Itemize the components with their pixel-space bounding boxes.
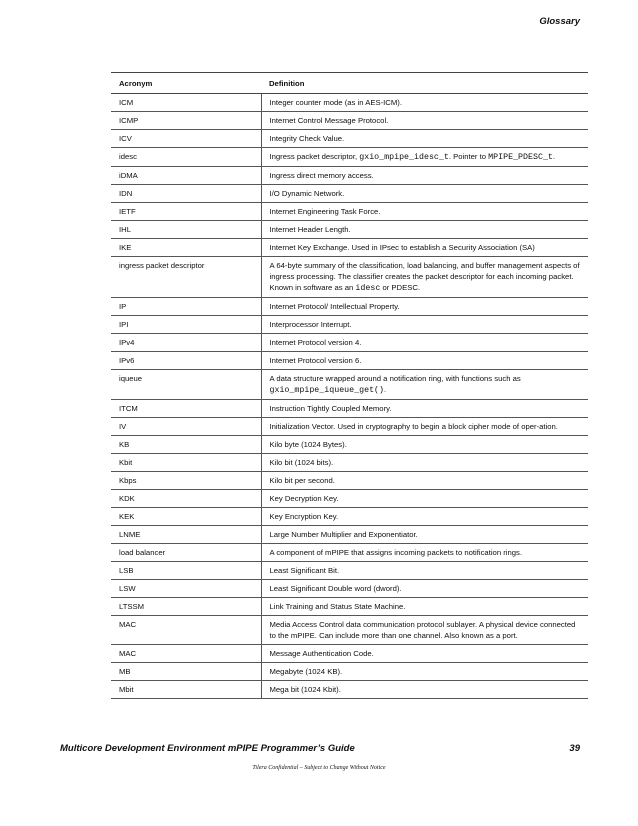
acronym-cell xyxy=(111,663,261,681)
acronym-text: ingress packet descriptor xyxy=(119,261,205,270)
table-row xyxy=(111,239,588,257)
definition-text: Initialization Vector. Used in cryptography to begin a block cipher mode of oper-ation. xyxy=(269,422,558,431)
definition-cell xyxy=(261,645,588,663)
acronym-cell xyxy=(111,185,261,203)
acronym-cell xyxy=(111,454,261,472)
acronym-cell xyxy=(111,436,261,454)
table-row xyxy=(111,370,588,400)
acronym-cell xyxy=(111,645,261,663)
definition-cell xyxy=(261,221,588,239)
acronym-text: IDN xyxy=(119,189,133,198)
definition-text: Key Decryption Key. xyxy=(269,494,339,503)
acronym-cell xyxy=(111,112,261,130)
acronym-cell xyxy=(111,544,261,562)
definition-cell xyxy=(261,298,588,316)
acronym-cell xyxy=(111,148,261,167)
running-header: Glossary xyxy=(539,16,580,27)
definition-cell xyxy=(261,316,588,334)
definition-cell xyxy=(261,526,588,544)
table-row xyxy=(111,490,588,508)
definition-text: A data structure wrapped around a notification ring, with functions such as xyxy=(269,374,521,383)
definition-text: Integrity Check Value. xyxy=(269,134,345,143)
definition-text: Mega bit (1024 Kbit). xyxy=(269,685,341,694)
definition-text: or PDESC. xyxy=(380,283,421,292)
acronym-cell xyxy=(111,94,261,112)
acronym-text: IPI xyxy=(119,320,129,329)
glossary-table xyxy=(111,72,588,699)
acronym-text: IKE xyxy=(119,243,132,252)
definition-cell xyxy=(261,472,588,490)
definition-text: Link Training and Status State Machine. xyxy=(269,602,406,611)
acronym-cell xyxy=(111,418,261,436)
acronym-cell xyxy=(111,239,261,257)
acronym-text: IPv4 xyxy=(119,338,135,347)
acronym-text: LSB xyxy=(119,566,134,575)
table-row xyxy=(111,257,588,298)
acronym-text: LTSSM xyxy=(119,602,145,611)
acronym-cell xyxy=(111,370,261,400)
glossary-body xyxy=(111,94,588,699)
acronym-text: IPv6 xyxy=(119,356,135,365)
acronym-cell xyxy=(111,490,261,508)
definition-cell xyxy=(261,257,588,298)
table-row xyxy=(111,418,588,436)
acronym-cell xyxy=(111,580,261,598)
table-row xyxy=(111,598,588,616)
code-identifier: MPIPE_PDESC_t xyxy=(488,153,553,162)
definition-text: Integer counter mode (as in AES-ICM). xyxy=(269,98,402,107)
acronym-cell xyxy=(111,472,261,490)
table-row xyxy=(111,334,588,352)
acronym-text: ICMP xyxy=(119,116,139,125)
acronym-text: KB xyxy=(119,440,130,449)
acronym-text: KDK xyxy=(119,494,135,503)
acronym-text: MB xyxy=(119,667,131,676)
definition-cell xyxy=(261,370,588,400)
table-header-row xyxy=(111,73,588,94)
acronym-text: KEK xyxy=(119,512,135,521)
definition-cell xyxy=(261,203,588,221)
definition-text: Kilo bit per second. xyxy=(269,476,335,485)
definition-cell xyxy=(261,436,588,454)
definition-cell xyxy=(261,400,588,418)
table-row xyxy=(111,681,588,699)
code-identifier: gxio_mpipe_iqueue_get() xyxy=(269,386,385,395)
acronym-cell xyxy=(111,130,261,148)
definition-text: Internet Control Message Protocol. xyxy=(269,116,389,125)
acronym-text: iDMA xyxy=(119,171,138,180)
definition-cell xyxy=(261,334,588,352)
definition-text: Large Number Multiplier and Exponentiator. xyxy=(269,530,418,539)
acronym-cell xyxy=(111,562,261,580)
definition-text: . xyxy=(384,385,387,394)
table-row xyxy=(111,400,588,418)
table-row xyxy=(111,508,588,526)
definition-cell xyxy=(261,562,588,580)
acronym-text: IV xyxy=(119,422,127,431)
definition-text: Message Authentication Code. xyxy=(269,649,374,658)
acronym-cell xyxy=(111,257,261,298)
definition-text: Least Significant Double word (dword). xyxy=(269,584,402,593)
definition-cell xyxy=(261,454,588,472)
acronym-text: ICV xyxy=(119,134,132,143)
definition-cell xyxy=(261,112,588,130)
acronym-text: Mbit xyxy=(119,685,134,694)
definition-cell xyxy=(261,663,588,681)
definition-text: Kilo bit (1024 bits). xyxy=(269,458,334,467)
definition-cell xyxy=(261,544,588,562)
acronym-cell xyxy=(111,598,261,616)
acronym-cell xyxy=(111,526,261,544)
definition-text: Media Access Control data communication protocol sublayer. A physical device connected to the mPIPE. Can include more than one channel. Also known as a port. xyxy=(269,620,576,640)
table-row xyxy=(111,148,588,167)
definition-text: Key Encryption Key. xyxy=(269,512,339,521)
acronym-text: IP xyxy=(119,302,127,311)
table-row xyxy=(111,185,588,203)
acronym-text: Kbps xyxy=(119,476,137,485)
table-row xyxy=(111,436,588,454)
table-row xyxy=(111,544,588,562)
table-row xyxy=(111,526,588,544)
definition-text: Internet Protocol version 6. xyxy=(269,356,362,365)
acronym-cell xyxy=(111,316,261,334)
definition-text: A component of mPIPE that assigns incoming packets to notification rings. xyxy=(269,548,523,557)
definition-cell xyxy=(261,616,588,645)
definition-text: Internet Protocol/ Intellectual Property. xyxy=(269,302,400,311)
table-row xyxy=(111,454,588,472)
table-row xyxy=(111,645,588,663)
table-row xyxy=(111,316,588,334)
definition-text: A 64-byte summary of the classification, load balancing, and buffer management aspects of ingress processing. The classifier creates the packet descriptor for each incoming packet. Known in software as an xyxy=(269,261,580,292)
definition-text: Internet Header Length. xyxy=(269,225,351,234)
table-row xyxy=(111,298,588,316)
acronym-text: iqueue xyxy=(119,374,143,383)
table-row xyxy=(111,663,588,681)
table-row xyxy=(111,221,588,239)
column-header-acronym: Acronym xyxy=(111,73,261,94)
acronym-cell xyxy=(111,203,261,221)
definition-cell xyxy=(261,681,588,699)
definition-text: Internet Protocol version 4. xyxy=(269,338,362,347)
table-row xyxy=(111,112,588,130)
acronym-cell xyxy=(111,298,261,316)
definition-cell xyxy=(261,185,588,203)
acronym-text: load balancer xyxy=(119,548,166,557)
definition-text: Interprocessor Interrupt. xyxy=(269,320,352,329)
definition-cell xyxy=(261,418,588,436)
code-identifier: gxio_mpipe_idesc_t xyxy=(359,153,449,162)
definition-text: Ingress direct memory access. xyxy=(269,171,374,180)
acronym-cell xyxy=(111,167,261,185)
definition-cell xyxy=(261,239,588,257)
confidentiality-note: Tilera Confidential – Subject to Change Without Notice xyxy=(252,765,386,771)
acronym-text: ICM xyxy=(119,98,134,107)
acronym-cell xyxy=(111,352,261,370)
definition-cell xyxy=(261,94,588,112)
footer-doc-title: Multicore Development Environment mPIPE Programmer’s Guide xyxy=(60,743,355,754)
definition-cell xyxy=(261,490,588,508)
acronym-text: LSW xyxy=(119,584,136,593)
code-identifier: idesc xyxy=(355,284,381,293)
acronym-cell xyxy=(111,616,261,645)
acronym-text: LNME xyxy=(119,530,141,539)
definition-text: Instruction Tightly Coupled Memory. xyxy=(269,404,392,413)
definition-cell xyxy=(261,508,588,526)
table-row xyxy=(111,203,588,221)
definition-cell xyxy=(261,598,588,616)
definition-text: Kilo byte (1024 Bytes). xyxy=(269,440,347,449)
definition-cell xyxy=(261,167,588,185)
definition-text: Megabyte (1024 KB). xyxy=(269,667,343,676)
table-row xyxy=(111,352,588,370)
definition-text: Least Significant Bit. xyxy=(269,566,340,575)
acronym-text: ITCM xyxy=(119,404,138,413)
definition-cell xyxy=(261,130,588,148)
acronym-text: MAC xyxy=(119,620,137,629)
column-header-definition: Definition xyxy=(261,73,588,94)
table-row xyxy=(111,616,588,645)
definition-cell xyxy=(261,580,588,598)
table-row xyxy=(111,472,588,490)
table-row xyxy=(111,130,588,148)
acronym-text: IETF xyxy=(119,207,136,216)
acronym-cell xyxy=(111,508,261,526)
acronym-text: idesc xyxy=(119,152,137,161)
table-row xyxy=(111,580,588,598)
table-row xyxy=(111,562,588,580)
definition-text: Internet Engineering Task Force. xyxy=(269,207,381,216)
definition-cell xyxy=(261,352,588,370)
definition-text: Ingress packet descriptor, xyxy=(269,152,360,161)
definition-text: . Pointer to xyxy=(448,152,489,161)
table-row xyxy=(111,94,588,112)
definition-cell xyxy=(261,148,588,167)
page-number: 39 xyxy=(569,743,580,754)
acronym-cell xyxy=(111,400,261,418)
table-row xyxy=(111,167,588,185)
acronym-text: Kbit xyxy=(119,458,133,467)
definition-text: Internet Key Exchange. Used in IPsec to establish a Security Association (SA) xyxy=(269,243,535,252)
acronym-cell xyxy=(111,221,261,239)
acronym-cell xyxy=(111,681,261,699)
acronym-text: MAC xyxy=(119,649,137,658)
definition-text: I/O Dynamic Network. xyxy=(269,189,345,198)
definition-text: . xyxy=(552,152,556,161)
acronym-text: IHL xyxy=(119,225,131,234)
acronym-cell xyxy=(111,334,261,352)
